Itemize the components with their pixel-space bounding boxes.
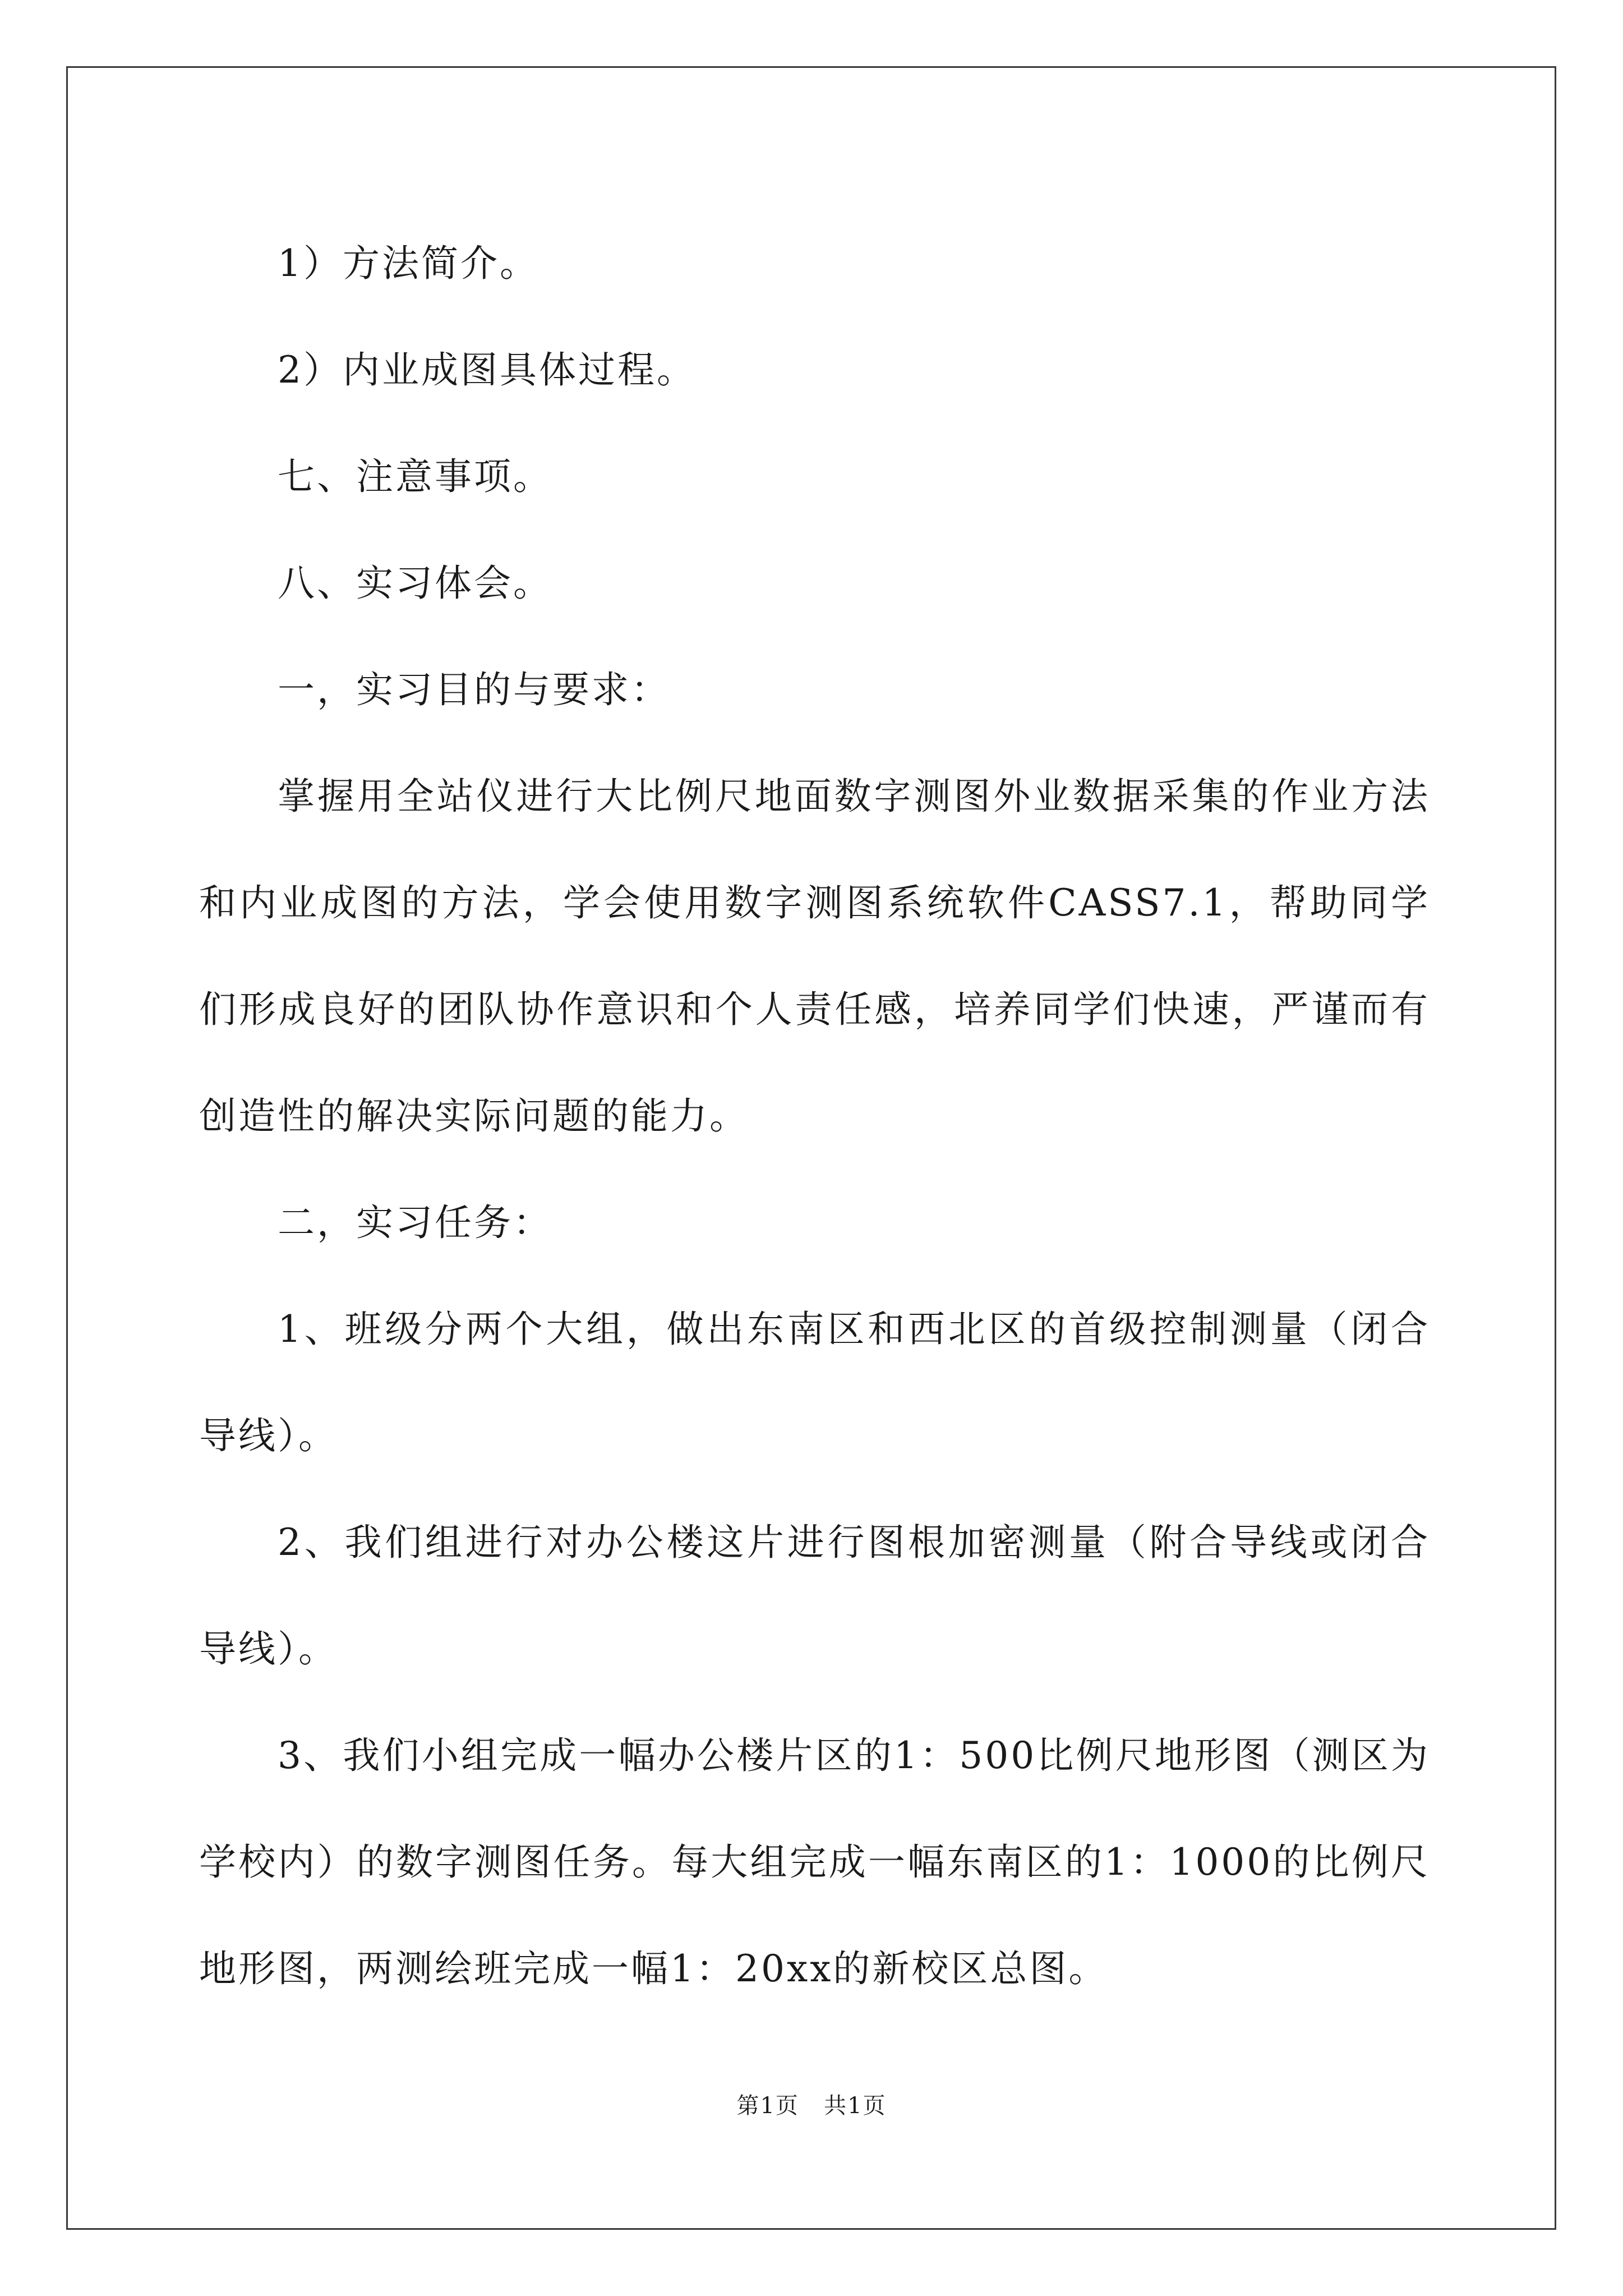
paragraph-method-intro: 1）方法简介。 — [278, 242, 539, 285]
document-body — [199, 210, 1430, 2022]
paragraph-task-3: 3、我们小组完成一幅办公楼片区的1：500比例尺地形图（测区为学校内）的数字测图任务。每大组完成一幅东南区的1：1000的比例尺地形图，两测绘班完成一幅1：20xx的新校区总图。 — [199, 1734, 1430, 1990]
paragraph-notes: 七、注意事项。 — [278, 455, 552, 498]
paragraph-purpose: 掌握用全站仪进行大比例尺地面数字测图外业数据采集的作业方法和内业成图的方法，学会使用数字测图系统软件CASS7.1，帮助同学们形成良好的团队协作意识和个人责任感，培养同学们快速，严谨而有创造性的解决实际问题的能力。 — [199, 775, 1430, 1138]
heading-tasks: 二，实习任务： — [278, 1201, 552, 1244]
page-total: 共1页 — [824, 2093, 887, 2119]
paragraph-experience: 八、实习体会。 — [278, 562, 552, 605]
page-footer — [0, 2088, 1623, 2120]
heading-purpose: 一，实习目的与要求： — [278, 668, 670, 711]
paragraph-task-1: 1、班级分两个大组，做出东南区和西北区的首级控制测量（闭合导线）。 — [199, 1308, 1430, 1457]
paragraph-task-2: 2、我们组进行对办公楼这片进行图根加密测量（附合导线或闭合导线）。 — [199, 1521, 1430, 1671]
page-number: 第1页 — [736, 2093, 799, 2119]
paragraph-indoor-process: 2）内业成图具体过程。 — [278, 348, 696, 392]
